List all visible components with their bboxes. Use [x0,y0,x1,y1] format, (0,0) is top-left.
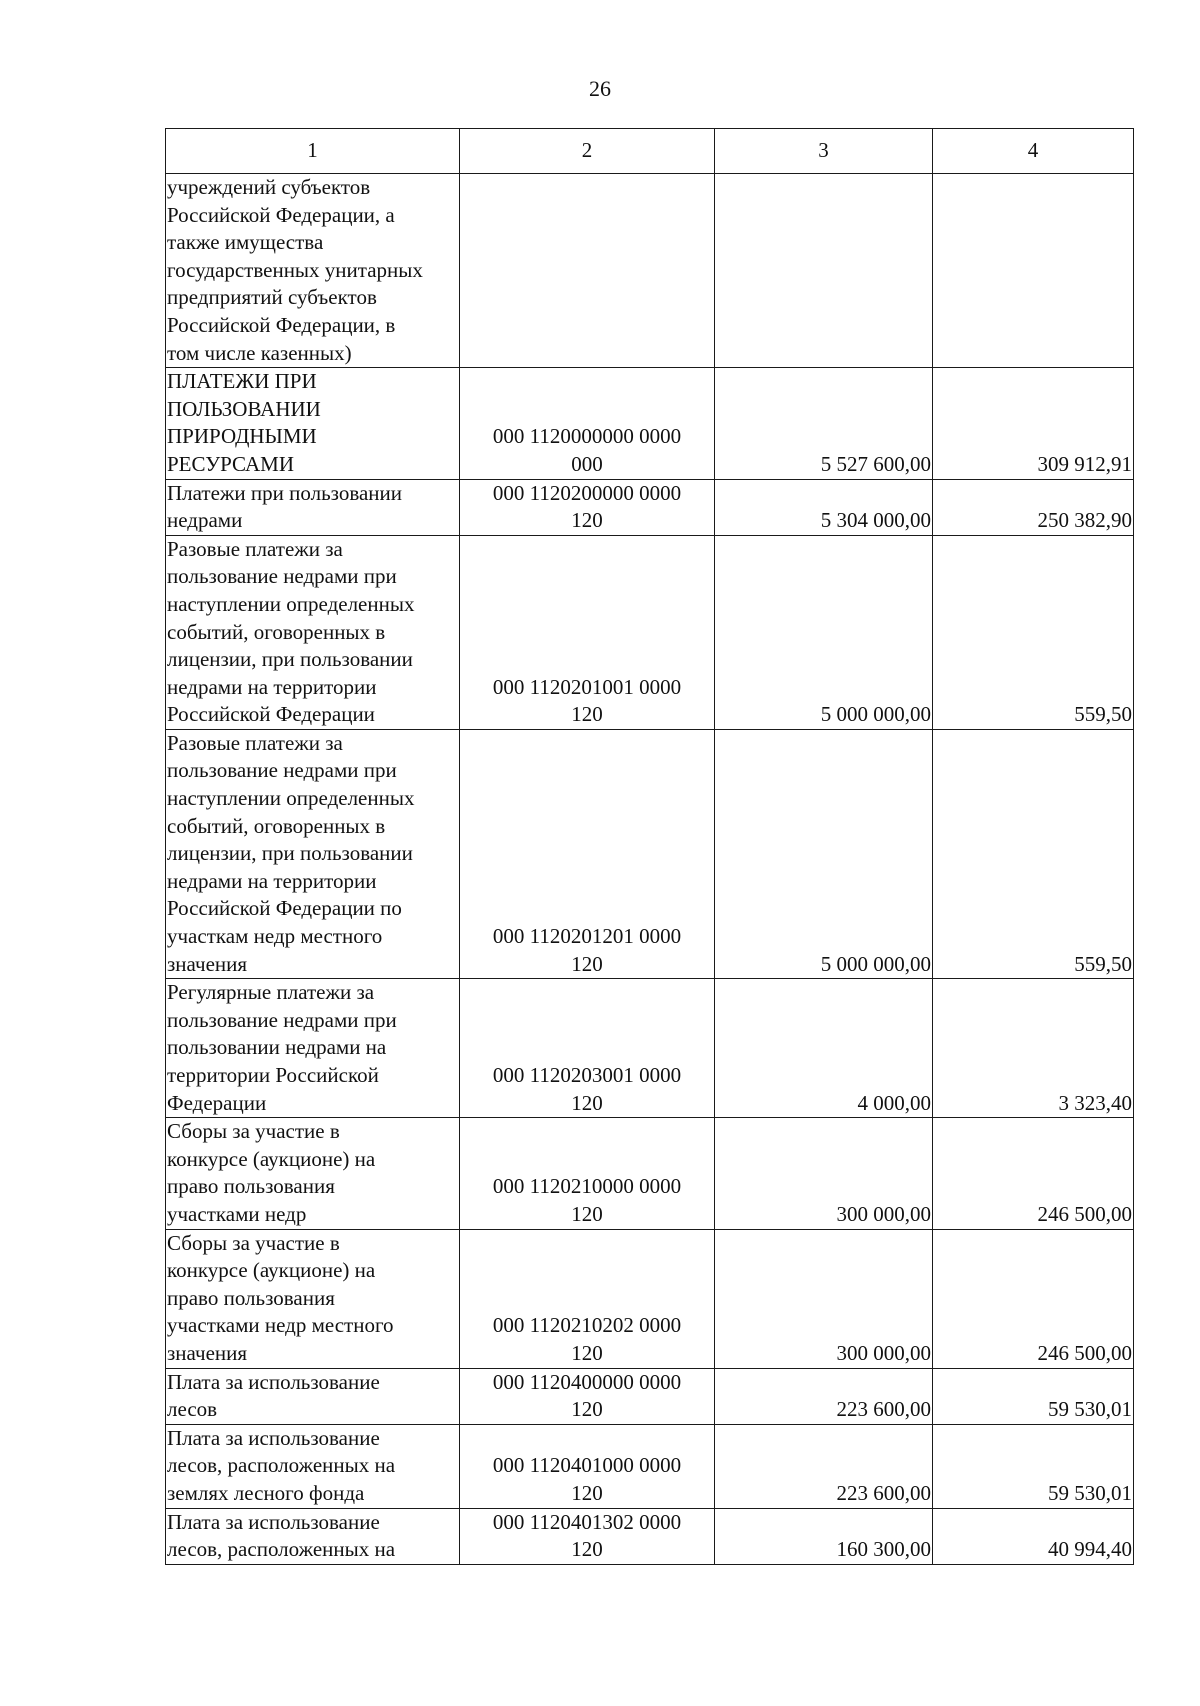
table-row [166,368,1134,479]
row-plan: 5 000 000,00 [715,729,933,978]
row-plan: 5 527 600,00 [715,368,933,479]
row-plan [715,174,933,368]
row-name: Платежи при пользовании недрами [166,479,460,535]
table-row [166,1424,1134,1508]
row-plan: 5 304 000,00 [715,479,933,535]
row-name: Разовые платежи за пользование недрами при наступлении определенных событий, оговоренных в лицензии, при пользовании недрами на территории Российской Федерации [166,535,460,729]
column-header: 1 [166,129,460,174]
row-fact: 309 912,91 [933,368,1134,479]
row-name: Плата за использование лесов, расположенных на землях лесного фонда [166,1424,460,1508]
row-fact [933,174,1134,368]
row-code: 000 1120201001 0000 120 [460,535,715,729]
row-code: 000 1120210202 0000 120 [460,1229,715,1368]
table-row [166,1508,1134,1564]
table-row [166,1229,1134,1368]
column-number-row [166,129,1134,174]
row-fact: 559,50 [933,729,1134,978]
table-row [166,1118,1134,1229]
row-code: 000 1120203001 0000 120 [460,979,715,1118]
row-fact: 246 500,00 [933,1118,1134,1229]
row-name: Регулярные платежи за пользование недрами при пользовании недрами на территории Российской Федерации [166,979,460,1118]
row-name: учреждений субъектов Российской Федерации, а также имущества государственных унитарных предприятий субъектов Российской Федерации, в том числе казенных) [166,174,460,368]
row-code: 000 1120210000 0000 120 [460,1118,715,1229]
row-code: 000 1120000000 0000 000 [460,368,715,479]
row-plan: 300 000,00 [715,1118,933,1229]
row-plan: 4 000,00 [715,979,933,1118]
row-plan: 160 300,00 [715,1508,933,1564]
revenue-table [165,128,1134,1565]
row-fact: 59 530,01 [933,1424,1134,1508]
row-code: 000 1120200000 0000 120 [460,479,715,535]
table-row [166,729,1134,978]
column-header: 3 [715,129,933,174]
table-row [166,979,1134,1118]
column-header: 2 [460,129,715,174]
row-code: 000 1120201201 0000 120 [460,729,715,978]
table-row [166,1368,1134,1424]
row-fact: 59 530,01 [933,1368,1134,1424]
row-code: 000 1120401302 0000 120 [460,1508,715,1564]
row-name: ПЛАТЕЖИ ПРИ ПОЛЬЗОВАНИИ ПРИРОДНЫМИ РЕСУРСАМИ [166,368,460,479]
table-row [166,174,1134,368]
row-name: Сборы за участие в конкурсе (аукционе) на право пользования участками недр местного значения [166,1229,460,1368]
row-name: Плата за использование лесов, расположенных на [166,1508,460,1564]
row-name: Разовые платежи за пользование недрами при наступлении определенных событий, оговоренных в лицензии, при пользовании недрами на территории Российской Федерации по участкам недр местного значения [166,729,460,978]
table-row [166,479,1134,535]
row-plan: 223 600,00 [715,1368,933,1424]
row-fact: 559,50 [933,535,1134,729]
row-code [460,174,715,368]
row-fact: 40 994,40 [933,1508,1134,1564]
row-name: Плата за использование лесов [166,1368,460,1424]
table-row [166,535,1134,729]
column-header: 4 [933,129,1134,174]
row-fact: 250 382,90 [933,479,1134,535]
page-number: 26 [589,76,611,101]
row-plan: 223 600,00 [715,1424,933,1508]
row-plan: 300 000,00 [715,1229,933,1368]
row-name: Сборы за участие в конкурсе (аукционе) на право пользования участками недр [166,1118,460,1229]
row-code: 000 1120401000 0000 120 [460,1424,715,1508]
row-fact: 3 323,40 [933,979,1134,1118]
row-code: 000 1120400000 0000 120 [460,1368,715,1424]
row-fact: 246 500,00 [933,1229,1134,1368]
row-plan: 5 000 000,00 [715,535,933,729]
